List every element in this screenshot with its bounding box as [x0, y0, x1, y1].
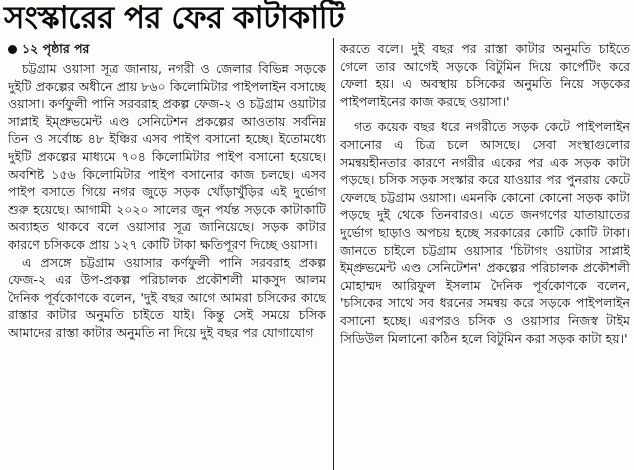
jump-label: ১২ পৃষ্ঠার পর [22, 41, 90, 56]
bullet-icon [8, 45, 17, 54]
continued-from-marker [8, 40, 326, 58]
headline: সংস্কারের পর ফের কাটাকাটি [4, 0, 344, 36]
left-paragraph-2: এ প্রসঙ্গে চট্টগ্রাম ওয়াসার কর্ণফুলী পানি সরবরাহ প্রকল্প ফেজ-২ এর উপ-প্রকল্প পরিচালক প্রকৌশলী মাকসুদ আলম দৈনিক পূর্বকোণকে বলেন, 'দুই বছর আগে আমরা চসিকের কাছে রাস্তার কাটার অনুমতি চাইতে যাই। কিন্তু সেই সময়ে চসিক আমাদের রাস্তা কাটার অনুমতি না দিয়ে দুই বছর পর যোগাযোগ [8, 254, 326, 340]
right-paragraph-1: করতে বলে। দুই বছর পর রাস্তা কাটার অনুমতি চাইতে গেলে তার আগেই সড়কে বিটুমিন দিয়ে কার্পেটিং করে ফেলা হয়। এ অবস্থায় চসিকের অনুমতি নিয়ে সড়কের পাইপলাইনের কাজ করছে ওয়াসা।' [340, 41, 630, 109]
right-column [340, 40, 630, 470]
left-column [8, 40, 326, 470]
right-paragraph-2: গত কয়েক বছর ধরে নগরীতে সড়ক কেটে পাইপলাইন বসানোর এ চিত্র চলে আসছে। সেবা সংস্থাগুলোর সমন্বয়হীনতার কারণে নগরীর একের পর এক সড়ক কাটা পড়ছে। চসিক সড়ক সংস্কার করে যাওয়ার পর পুনরায় কেটে ফেলছে চট্টগ্রাম ওয়াসা। এমনকি কোনো কোনো সড়ক কাটা পড়ছে দুই থেকে তিনবারও। এতে জনগণের যাতায়াতের দুর্ভোগ ছাড়াও অপচয় হচ্ছে সরকারের কোটি কোটি টাকা। জানতে চাইলে চট্টগ্রাম ওয়াসার 'চিটাগং ওয়াটার সাপ্লাই ইম্প্রুভমেন্ট এণ্ড সেনিটেশন' প্রকল্পের পরিচালক প্রকৌশলী মোহাম্মদ আরিফুল ইসলাম দৈনিক পূর্বকোণকে বলেন, 'চসিকের সাথে সব ধরনের সমন্বয় করে সড়কে পাইপলাইন বসানো হচ্ছে। এরপরও চসিক ও ওয়াসার নিজস্ব টাইম সিডিউল মিলানো কঠিন হলে বিটুমিন করা সড়ক কাটা হয়।' [340, 119, 630, 346]
left-paragraph-1: চট্টগ্রাম ওয়াসা সূত্র জানায়, নগরী ও জেলার বিভিন্ন সড়কে দুইটি প্রকল্পের অধীনে প্রায় ৮৬০ কিলোমিটার পাইপলাইন বসাচ্ছে ওয়াসা। কর্ণফুলী পানি সরবরাহ প্রকল্প ফেজ-২ ও চট্টগ্রাম ওয়াটার সাপ্লাই ইম্প্রুভমেন্ট এণ্ড সেনিটেশন প্রকল্পের আওতায় সর্বনিম্ন তিন ও সর্বোচ্চ ৪৮ ইঞ্চির এসব পাইপ বসানো হচ্ছে। ইতোমধ্যে দুইটি প্রকল্পের মাধ্যমে ৭০৪ কিলোমিটার পাইপ বসানো হয়েছে। অবশিষ্ট ১৫৬ কিলোমিটার পাইপ বসানোর কাজ চলছে। এসব পাইপ বসাতে গিয়ে নগর জুড়ে সড়ক খোঁড়াখুঁড়ির এই দুর্ভোগ শুরু হয়েছে। আগামী ২০২০ সালের জুন পর্যন্ত সড়কে কাটাকাটি অব্যাহত থাকবে বলে ওয়াসার সূত্র জানিয়েছে। সড়ক কাটার কারণে চসিককে প্রায় ১২৭ কোটি টাকা ক্ষতিপূরণ দিচ্ছে ওয়াসা। [8, 61, 326, 252]
column-divider [333, 38, 334, 470]
